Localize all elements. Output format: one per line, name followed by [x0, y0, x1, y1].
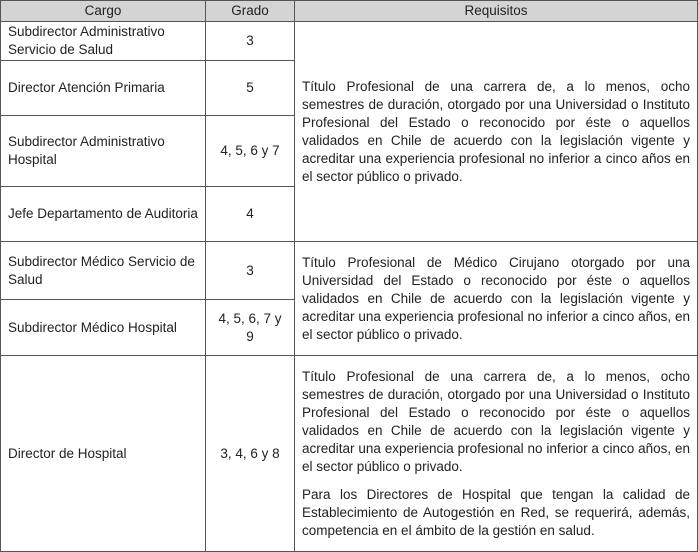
header-requisitos: Requisitos: [295, 1, 698, 22]
grado-cell: 5: [206, 61, 295, 116]
requisitos-cell: [295, 356, 698, 552]
grado-cell: 4: [206, 187, 295, 242]
cargo-cell: Director de Hospital: [1, 356, 206, 552]
header-row: [1, 1, 698, 22]
grado-cell: 3, 4, 6 y 8: [206, 356, 295, 552]
grado-cell: 3: [206, 242, 295, 300]
table-row: [1, 242, 698, 300]
cargo-cell: Subdirector Administrativo Hospital: [1, 116, 206, 187]
requisitos-text: Título Profesional de Médico Cirujano otorgado por una Universidad del Estado o reconocido por éste o aquellos validados en Chile de acuerdo con la legislación vigente y acreditar una experiencia profesional no inferior a cinco años, en el sector público o privado.: [302, 254, 690, 342]
cargo-cell: Subdirector Médico Hospital: [1, 300, 206, 356]
table-row: [1, 22, 698, 61]
grado-cell: 3: [206, 22, 295, 61]
grado-cell: 4, 5, 6 y 7: [206, 116, 295, 187]
requisitos-note: Para los Directores de Hospital que tengan la calidad de Establecimiento de Autogestión en Red, se requerirá, además, competencia en el ámbito de la gestión en salud.: [302, 486, 690, 538]
cargo-cell: Jefe Departamento de Auditoria: [1, 187, 206, 242]
requisitos-cell: [295, 22, 698, 242]
header-grado: Grado: [206, 1, 295, 22]
requisitos-text: Título Profesional de una carrera de, a lo menos, ocho semestres de duración, otorgado por una Universidad o Instituto Profesional del Estado o reconocido por éste o aquellos validados en Chile de acuerdo con la legislación vigente y acreditar una experiencia profesional no inferior a cinco años, en el sector público o privado.: [302, 368, 690, 474]
table-row: [1, 356, 698, 552]
cargo-cell: Director Atención Primaria: [1, 61, 206, 116]
requisitos-text: Título Profesional de una carrera de, a lo menos, ocho semestres de duración, otorgado por una Universidad o Instituto Profesional del Estado o reconocido por éste o aquellos validados en Chile de acuerdo con la legislación vigente y acreditar una experiencia profesional no inferior a cinco años en el sector público o privado.: [302, 78, 690, 184]
cargo-cell: Subdirector Administrativo Servicio de Salud: [1, 22, 206, 61]
header-cargo: Cargo: [1, 1, 206, 22]
grado-cell: 4, 5, 6, 7 y 9: [206, 300, 295, 356]
requisitos-cell: [295, 242, 698, 356]
cargo-cell: Subdirector Médico Servicio de Salud: [1, 242, 206, 300]
